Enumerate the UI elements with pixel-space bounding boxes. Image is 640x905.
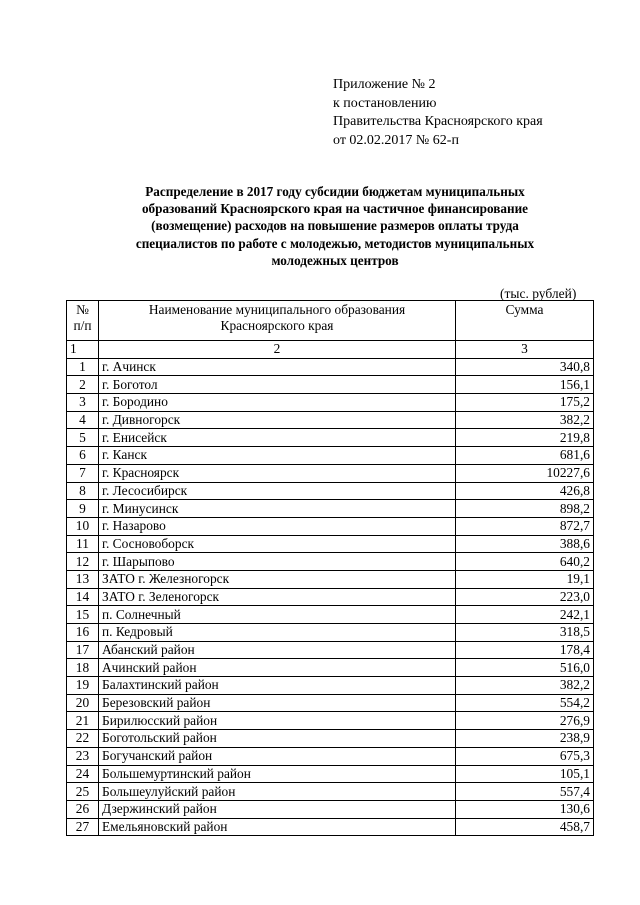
subsidy-amount: 238,9 (456, 730, 594, 748)
table-row (67, 800, 594, 818)
municipality-name: г. Шарыпово (99, 553, 456, 571)
header-num (67, 301, 99, 341)
table-row (67, 659, 594, 677)
row-number: 6 (67, 447, 99, 465)
table-row (67, 376, 594, 394)
row-number: 17 (67, 641, 99, 659)
municipality-name: Балахтинский район (99, 677, 456, 695)
table-body (67, 301, 594, 836)
annex-line: Приложение № 2 (333, 77, 436, 92)
table-row (67, 535, 594, 553)
table-row (67, 358, 594, 376)
municipality-name: г. Сосновоборск (99, 535, 456, 553)
title-line: образований Красноярского края на частичное финансирование (141, 201, 529, 217)
table-row (67, 818, 594, 836)
row-number: 1 (67, 358, 99, 376)
subsidy-amount: 10227,6 (456, 464, 594, 482)
table-row (67, 482, 594, 500)
column-index-row (67, 341, 594, 359)
table-row (67, 641, 594, 659)
municipality-name: г. Енисейск (99, 429, 456, 447)
annex-header (333, 76, 543, 150)
row-number: 14 (67, 588, 99, 606)
municipality-name: г. Красноярск (99, 464, 456, 482)
row-number: 25 (67, 783, 99, 801)
table-row (67, 730, 594, 748)
subsidy-amount: 156,1 (456, 376, 594, 394)
table-row (67, 517, 594, 535)
municipality-name: Богучанский район (99, 747, 456, 765)
row-number: 23 (67, 747, 99, 765)
table-row (67, 411, 594, 429)
subsidy-amount: 681,6 (456, 447, 594, 465)
subsidy-amount: 340,8 (456, 358, 594, 376)
municipality-name: Березовский район (99, 694, 456, 712)
table-row (67, 712, 594, 730)
row-number: 7 (67, 464, 99, 482)
table-row (67, 606, 594, 624)
subsidy-amount: 175,2 (456, 394, 594, 412)
subsidy-amount: 130,6 (456, 800, 594, 818)
subsidy-amount: 19,1 (456, 570, 594, 588)
table-row (67, 783, 594, 801)
row-number: 4 (67, 411, 99, 429)
table-row (67, 447, 594, 465)
title-line: молодежных центров (271, 252, 399, 268)
index-cell: 1 (67, 341, 99, 359)
header-num-line2: п/п (73, 318, 92, 333)
municipality-name: Бирилюсский район (99, 712, 456, 730)
subsidy-amount: 898,2 (456, 500, 594, 518)
header-num-line1: № (76, 302, 89, 317)
subsidy-amount: 516,0 (456, 659, 594, 677)
row-number: 11 (67, 535, 99, 553)
subsidy-amount: 557,4 (456, 783, 594, 801)
subsidy-amount: 640,2 (456, 553, 594, 571)
municipality-name: г. Минусинск (99, 500, 456, 518)
row-number: 27 (67, 818, 99, 836)
subsidy-table (66, 300, 594, 836)
subsidy-amount: 426,8 (456, 482, 594, 500)
municipality-name: Боготольский район (99, 730, 456, 748)
subsidy-amount: 554,2 (456, 694, 594, 712)
municipality-name: Дзержинский район (99, 800, 456, 818)
row-number: 15 (67, 606, 99, 624)
municipality-name: ЗАТО г. Зеленогорск (99, 588, 456, 606)
row-number: 18 (67, 659, 99, 677)
document-title (90, 183, 580, 269)
row-number: 13 (67, 570, 99, 588)
municipality-name: Большеулуйский район (99, 783, 456, 801)
row-number: 21 (67, 712, 99, 730)
subsidy-amount: 223,0 (456, 588, 594, 606)
table-header-row (67, 301, 594, 341)
municipality-name: г. Канск (99, 447, 456, 465)
row-number: 2 (67, 376, 99, 394)
table-row (67, 394, 594, 412)
row-number: 5 (67, 429, 99, 447)
subsidy-amount: 318,5 (456, 624, 594, 642)
subsidy-amount: 458,7 (456, 818, 594, 836)
municipality-name: ЗАТО г. Железногорск (99, 570, 456, 588)
municipality-name: п. Солнечный (99, 606, 456, 624)
header-name-line1: Наименование муниципального образования (148, 302, 406, 317)
table-row (67, 570, 594, 588)
subsidy-amount: 276,9 (456, 712, 594, 730)
row-number: 12 (67, 553, 99, 571)
subsidy-amount: 178,4 (456, 641, 594, 659)
header-sum: Сумма (456, 301, 594, 341)
row-number: 24 (67, 765, 99, 783)
title-line: (возмещение) расходов на повышение размеров оплаты труда (151, 218, 519, 234)
unit-label: (тыс. рублей) (500, 286, 577, 301)
index-cell: 2 (99, 341, 456, 359)
subsidy-amount: 382,2 (456, 677, 594, 695)
municipality-name: Абанский район (99, 641, 456, 659)
table-row (67, 553, 594, 571)
municipality-name: г. Ачинск (99, 358, 456, 376)
municipality-name: г. Бородино (99, 394, 456, 412)
municipality-name: г. Дивногорск (99, 411, 456, 429)
table-row (67, 747, 594, 765)
subsidy-amount: 219,8 (456, 429, 594, 447)
municipality-name: Большемуртинский район (99, 765, 456, 783)
header-name-line2: Красноярского края (220, 318, 334, 333)
table-row (67, 464, 594, 482)
row-number: 3 (67, 394, 99, 412)
row-number: 26 (67, 800, 99, 818)
annex-line: Правительства Красноярского края (333, 114, 543, 129)
row-number: 10 (67, 517, 99, 535)
table-row (67, 588, 594, 606)
municipality-name: г. Боготол (99, 376, 456, 394)
row-number: 19 (67, 677, 99, 695)
row-number: 22 (67, 730, 99, 748)
title-line: Распределение в 2017 году субсидии бюджетам муниципальных (145, 184, 525, 199)
row-number: 20 (67, 694, 99, 712)
municipality-name: Емельяновский район (99, 818, 456, 836)
table-row (67, 765, 594, 783)
row-number: 8 (67, 482, 99, 500)
table-row (67, 624, 594, 642)
row-number: 16 (67, 624, 99, 642)
table-row (67, 694, 594, 712)
subsidy-amount: 872,7 (456, 517, 594, 535)
annex-line: от 02.02.2017 № 62-п (333, 132, 459, 148)
municipality-name: п. Кедровый (99, 624, 456, 642)
subsidy-amount: 242,1 (456, 606, 594, 624)
table-row (67, 677, 594, 695)
annex-line: к постановлению (333, 95, 437, 111)
title-line: специалистов по работе с молодежью, методистов муниципальных (135, 235, 535, 251)
subsidy-amount: 388,6 (456, 535, 594, 553)
subsidy-amount: 105,1 (456, 765, 594, 783)
row-number: 9 (67, 500, 99, 518)
header-name (99, 301, 456, 341)
subsidy-amount: 382,2 (456, 411, 594, 429)
municipality-name: г. Назарово (99, 517, 456, 535)
municipality-name: г. Лесосибирск (99, 482, 456, 500)
index-cell: 3 (456, 341, 594, 359)
subsidy-amount: 675,3 (456, 747, 594, 765)
table-row (67, 500, 594, 518)
municipality-name: Ачинский район (99, 659, 456, 677)
table-row (67, 429, 594, 447)
